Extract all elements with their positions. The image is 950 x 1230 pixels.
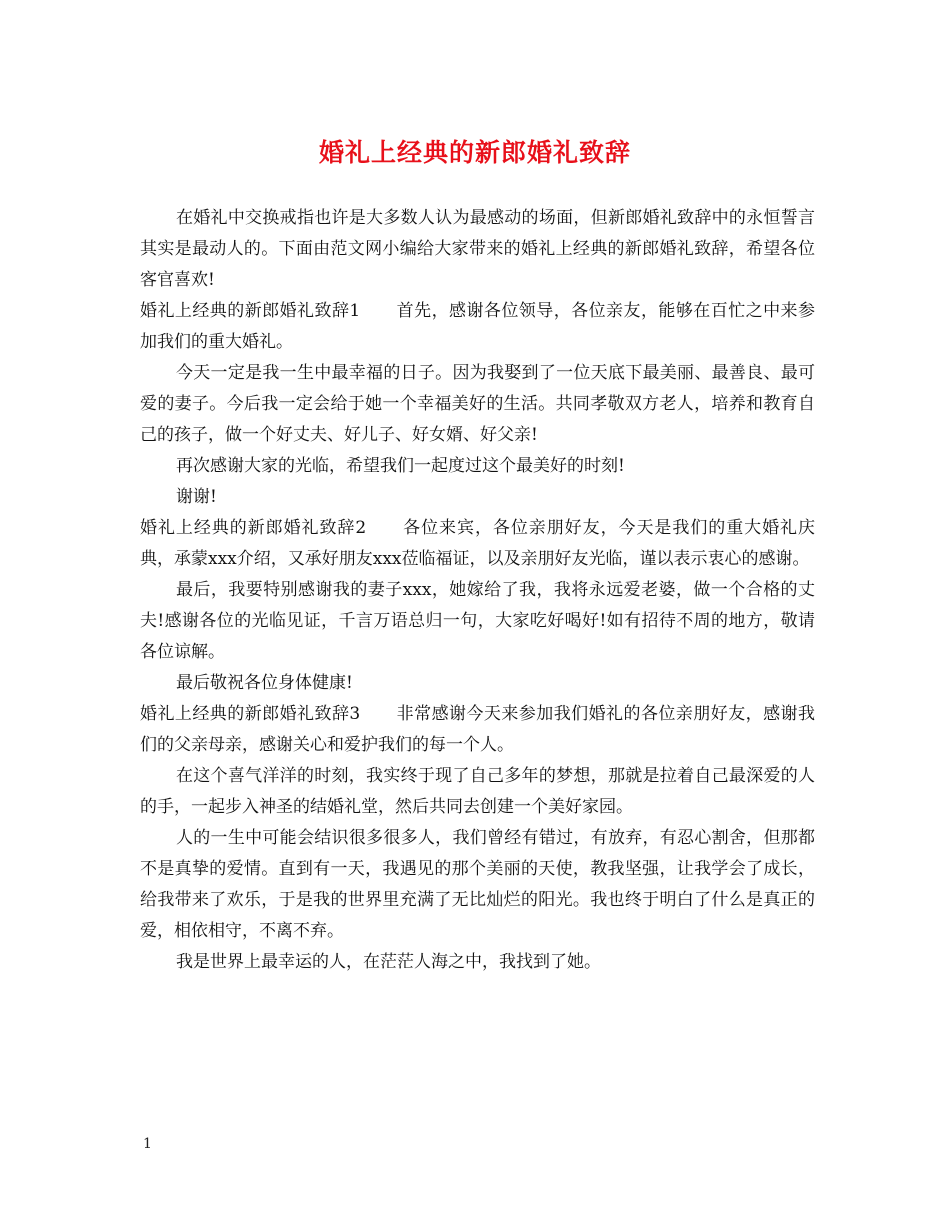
speech-3-first-paragraph	[140, 699, 815, 761]
speech-3-paragraph: 我是世界上最幸运的人，在茫茫人海之中，我找到了她。	[176, 952, 601, 972]
speech-1-first-paragraph	[140, 296, 815, 358]
speech-3-paragraph: 人的一生中可能会结识很多很多人，我们曾经有错过，有放弃，有忍心割舍，但那都不是真挚的爱情。直到有一天，我遇见的那个美丽的天使，教我坚强，让我学会了成长，给我带来了欢乐，于是我的世界里充满了无比灿烂的阳光。我也终于明白了什么是真正的爱，相依相守，不离不弃。	[140, 828, 815, 941]
speech-1-heading: 婚礼上经典的新郎婚礼致辞1	[140, 301, 361, 321]
intro-paragraph: 在婚礼中交换戒指也许是大多数人认为最感动的场面，但新郎婚礼致辞中的永恒誓言其实是最动人的。下面由范文网小编给大家带来的婚礼上经典的新郎婚礼致辞，希望各位客官喜欢!	[140, 208, 815, 290]
speech-1-lead: 首先，感谢各位领导，各位亲友，能够在百忙之中来参加我们的重大婚礼。	[140, 301, 815, 352]
speech-1-paragraph: 再次感谢大家的光临，希望我们一起度过这个最美好的时刻!	[176, 456, 625, 476]
speech-1-paragraph: 今天一定是我一生中最幸福的日子。因为我娶到了一位天底下最美丽、最善良、最可爱的妻子。今后我一定会给于她一个幸福美好的生活。共同孝敬双方老人，培养和教育自己的孩子，做一个好丈夫、好儿子、好女婿、好父亲!	[140, 363, 815, 445]
speech-3-lead: 非常感谢今天来参加我们婚礼的各位亲朋好友，感谢我们的父亲母亲，感谢关心和爱护我们的每一个人。	[140, 704, 815, 755]
document-body	[140, 203, 815, 978]
speech-1-paragraph: 谢谢!	[176, 487, 217, 507]
page-number: 1	[143, 1136, 152, 1152]
speech-2-paragraph: 最后，我要特别感谢我的妻子xxx，她嫁给了我，我将永远爱老婆，做一个合格的丈夫!感谢各位的光临见证，千言万语总归一句，大家吃好喝好!如有招待不周的地方，敬请各位谅解。	[140, 580, 815, 662]
document-title: 婚礼上经典的新郎婚礼致辞	[318, 138, 631, 167]
speech-2-first-paragraph	[140, 513, 815, 575]
speech-2-paragraph: 最后敬祝各位身体健康!	[176, 673, 353, 693]
speech-2-lead: 各位来宾，各位亲朋好友，今天是我们的重大婚礼庆典，承蒙xxx介绍，又承好朋友xxx莅临福证，以及亲朋好友光临，谨以表示衷心的感谢。	[140, 518, 816, 569]
speech-3-paragraph: 在这个喜气洋洋的时刻，我实终于现了自己多年的梦想，那就是拉着自己最深爱的人的手，一起步入神圣的结婚礼堂，然后共同去创建一个美好家园。	[140, 766, 815, 817]
speech-3-heading: 婚礼上经典的新郎婚礼致辞3	[140, 704, 361, 724]
speech-2-heading: 婚礼上经典的新郎婚礼致辞2	[140, 518, 367, 538]
